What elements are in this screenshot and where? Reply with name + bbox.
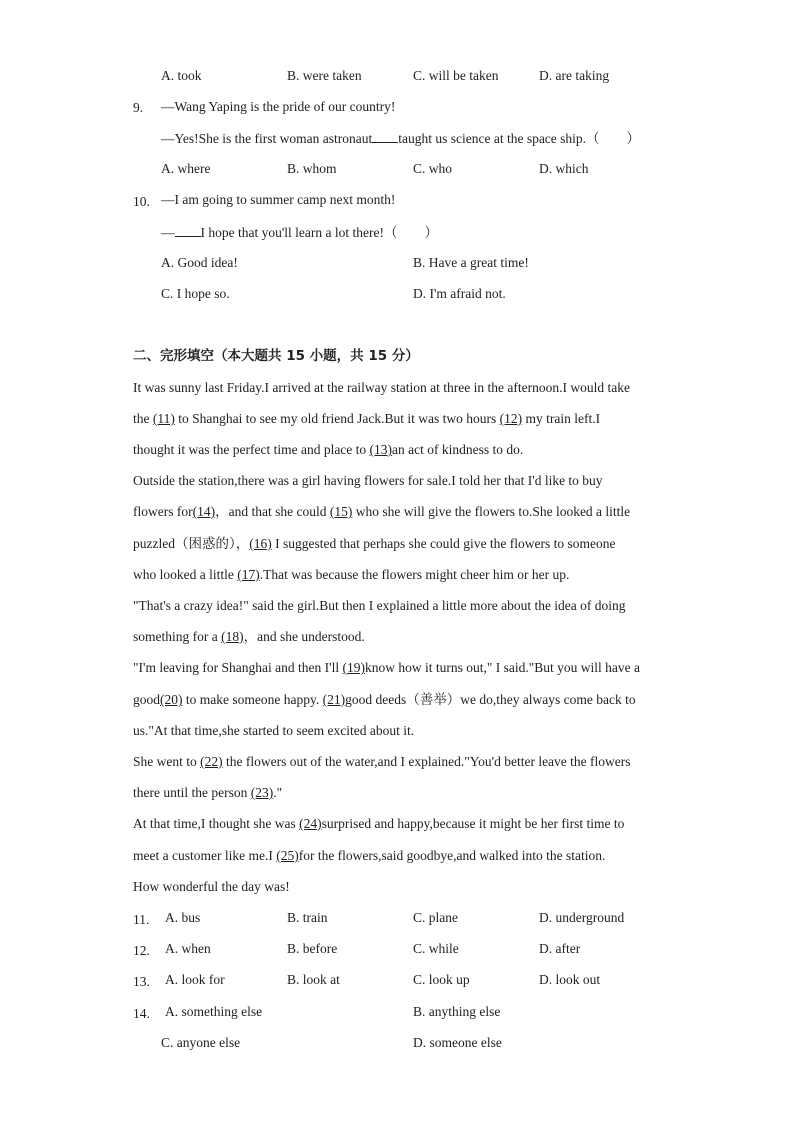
blank-17: (17)	[237, 567, 260, 582]
q12-option-a: A. when	[165, 941, 211, 956]
q11-number: 11.	[133, 912, 150, 927]
text: ，and that she could	[215, 504, 330, 519]
q14-option-c: C. anyone else	[161, 1035, 241, 1050]
blank-20: (20)	[160, 692, 183, 707]
q10-option-c: C. I hope so.	[161, 286, 230, 301]
q10-option-a: A. Good idea!	[161, 255, 238, 270]
blank-19: (19)	[342, 660, 365, 675]
q14-number: 14.	[133, 1006, 150, 1021]
q8-option-c: C. will be taken	[413, 68, 499, 83]
passage-line	[133, 503, 630, 521]
passage-line	[133, 441, 523, 459]
text: who she will give the flowers to.She looked a little	[352, 504, 631, 519]
passage-line	[133, 815, 624, 833]
passage-line: How wonderful the day was!	[133, 879, 290, 894]
blank-22: (22)	[200, 754, 223, 769]
passage-line: Outside the station,there was a girl having flowers for sale.I told her that I'd like to buy	[133, 473, 603, 488]
blank-16: (16)	[249, 536, 272, 551]
q9-line2-pre: —Yes!She is the first woman astronaut	[161, 131, 373, 146]
q10-line2-post: I hope that you'll learn a lot there!（ ）	[200, 225, 438, 240]
passage-line: "That's a crazy idea!" said the girl.But then I explained a little more about the idea of doing	[133, 598, 626, 613]
q9-option-c: C. who	[413, 161, 453, 176]
section-title: 二、完形填空（本大题共 15 小题，共 15 分）	[133, 348, 419, 364]
blank-15: (15)	[329, 504, 353, 519]
q12-number: 12.	[133, 943, 150, 958]
q11-option-b: B. train	[287, 910, 328, 925]
q13-option-d: D. look out	[539, 972, 601, 987]
q12-option-c: C. while	[413, 941, 459, 956]
text: "I'm leaving for Shanghai and then I'll	[133, 660, 343, 675]
q12-option-d: D. after	[539, 941, 581, 956]
q14-option-a: A. something else	[165, 1004, 263, 1019]
q10-line2-pre: —	[161, 225, 175, 240]
passage-line	[133, 628, 365, 646]
passage-line	[133, 784, 282, 802]
text: something for a	[133, 629, 222, 644]
q13-option-c: C. look up	[413, 972, 470, 987]
q9-number: 9.	[133, 100, 144, 115]
q14-option-d: D. someone else	[413, 1035, 502, 1050]
text: At that time,I thought she was	[133, 816, 300, 831]
passage-line	[133, 847, 605, 865]
text: ."	[273, 785, 283, 800]
text: flowers for	[133, 504, 193, 519]
text: my train left.I	[522, 411, 601, 426]
text: surprised and happy,because it might be her first time to	[321, 816, 625, 831]
text: who looked a little	[133, 567, 238, 582]
text: know how it turns out," I said."But you will have a	[364, 660, 640, 675]
passage-line: It was sunny last Friday.I arrived at the railway station at three in the afternoon.I would take	[133, 380, 630, 395]
q12-option-b: B. before	[287, 941, 338, 956]
q9-answer-blank	[372, 129, 398, 143]
q10-answer-blank	[175, 223, 201, 237]
blank-13: (13)	[369, 442, 393, 457]
passage-line: us."At that time,she started to seem excited about it.	[133, 723, 415, 738]
passage-line	[133, 691, 636, 709]
text: meet a customer like me.I	[133, 848, 277, 863]
q11-option-d: D. underground	[539, 910, 625, 925]
text: for the flowers,said goodbye,and walked into the station.	[298, 848, 606, 863]
blank-23: (23)	[250, 785, 274, 800]
passage-line	[133, 659, 640, 677]
q8-option-a: A. took	[161, 68, 202, 83]
q10-number: 10.	[133, 194, 150, 209]
text: the	[133, 411, 153, 426]
text: good deeds（善举）we do,they always come back to	[345, 692, 636, 707]
q10-option-d: D. I'm afraid not.	[413, 286, 506, 301]
q14-option-b: B. anything else	[413, 1004, 501, 1019]
q10-line2	[161, 223, 438, 242]
text: She went to	[133, 754, 201, 769]
q11-option-c: C. plane	[413, 910, 458, 925]
q9-option-b: B. whom	[287, 161, 337, 176]
passage-line	[133, 410, 600, 428]
text: to make someone happy.	[182, 692, 323, 707]
passage-line	[133, 753, 631, 771]
text: to Shanghai to see my old friend Jack.But it was two hours	[174, 411, 500, 426]
q13-option-a: A. look for	[165, 972, 225, 987]
text: good	[133, 692, 160, 707]
text: .That was because the flowers might cheer him or her up.	[259, 567, 570, 582]
q13-number: 13.	[133, 974, 150, 989]
blank-25: (25)	[276, 848, 299, 863]
passage-line	[133, 535, 616, 553]
q10-line1: —I am going to summer camp next month!	[161, 192, 396, 207]
text: thought it was the perfect time and place to	[133, 442, 370, 457]
text: an act of kindness to do.	[392, 442, 524, 457]
text: there until the person	[133, 785, 251, 800]
q8-option-b: B. were taken	[287, 68, 362, 83]
blank-21: (21)	[322, 692, 346, 707]
text: ，and she understood.	[243, 629, 365, 644]
passage-line	[133, 566, 569, 584]
q9-option-d: D. which	[539, 161, 589, 176]
q9-option-a: A. where	[161, 161, 211, 176]
q9-line2-post: taught us science at the space ship.（ ）	[398, 131, 641, 146]
blank-12: (12)	[499, 411, 523, 426]
q9-line2	[161, 129, 640, 148]
text: the flowers out of the water,and I explained."You'd better leave the flowers	[222, 754, 631, 769]
blank-24: (24)	[299, 816, 322, 831]
blank-18: (18)	[221, 629, 244, 644]
q9-line1: —Wang Yaping is the pride of our country!	[161, 99, 396, 114]
q10-option-b: B. Have a great time!	[413, 255, 529, 270]
q11-option-a: A. bus	[165, 910, 201, 925]
q8-option-d: D. are taking	[539, 68, 610, 83]
blank-14: (14)	[192, 504, 216, 519]
text: I suggested that perhaps she could give the flowers to someone	[271, 536, 616, 551]
blank-11: (11)	[152, 411, 175, 426]
q13-option-b: B. look at	[287, 972, 340, 987]
text: puzzled（困惑的），	[133, 536, 250, 551]
